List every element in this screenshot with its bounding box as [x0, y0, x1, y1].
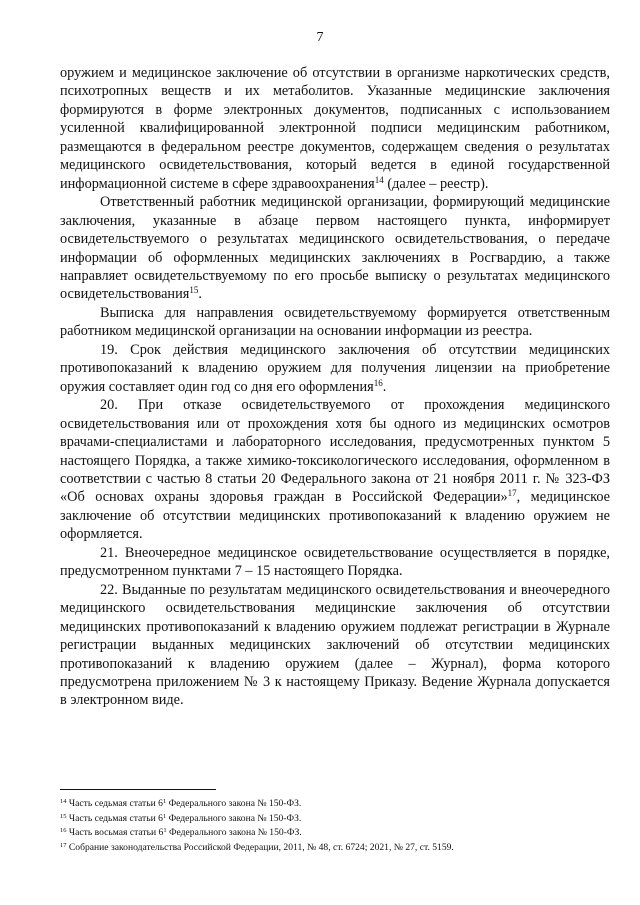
- footnote-ref-14: 14: [374, 174, 384, 185]
- paragraph-item-22: [60, 581, 610, 710]
- text-segment: Выписка для направления освидетельствуемому формируется ответственным работником медицинской организации на основании информации из реестра.: [60, 304, 610, 340]
- footnote-text: Федерального закона № 150-ФЗ.: [166, 798, 302, 809]
- footnote-ref-16: 16: [373, 377, 383, 388]
- text-segment: .: [198, 286, 202, 303]
- footnote-superscript: 1: [162, 798, 167, 805]
- footnote-superscript: 1: [163, 827, 167, 834]
- paragraph-extract: [60, 304, 610, 341]
- footnote-text: Часть седьмая статьи 6: [68, 798, 163, 809]
- text-segment: 20. При отказе освидетельствуемого от прохождения медицинского освидетельствования или от прохождения хотя бы одного из медицинских осмотров врачами-специалистами и лабораторного исследования, предусмотренных пунктом 5 настоящего Порядка, а также химико-токсикологического исследования, оформленном в соответствии с частью 8 статьи 20 Федерального закона от 21 ноября 2011 г. № 323-ФЗ «Об основах охраны здоровья граждан в Российской Федерации»: [60, 397, 610, 506]
- paragraph-continuation: [60, 64, 610, 193]
- footnote-superscript: 1: [162, 812, 167, 820]
- footnote-text: Федерального закона № 150-ФЗ.: [166, 812, 302, 824]
- footnote-separator: [60, 789, 216, 790]
- footnote-mark: 15: [60, 812, 67, 820]
- text-segment: 21. Внеочередное медицинское освидетельствование осуществляется в порядке, предусмотренном пунктами 7 – 15 настоящего Порядка.: [60, 544, 610, 580]
- text-segment: 22. Выданные по результатам медицинского освидетельствования и внеочередного медицинского освидетельствования медицинские заключения об отсутствии медицинских противопоказаний к владению оружием подлежат регистрации в Журнале регистрации выданных медицинских заключений об отсутствии медицинских противопоказаний к владению оружием (далее – Журнал), форма которого предусмотрена приложением № 3 к настоящему Приказу. Ведение Журнала допускается в электронном виде.: [60, 581, 610, 709]
- footnote-ref-17: 17: [507, 488, 517, 499]
- footnote-text: Часть восьмая статьи 6: [68, 827, 164, 838]
- paragraph-item-20: [60, 396, 610, 544]
- footnote-mark: 14: [60, 798, 67, 805]
- footnote-text: Собрание законодательства Российской Федерации, 2011, № 48, ст. 6724; 2021, № 27, ст. 5159.: [68, 841, 454, 853]
- footnote-16: [60, 826, 610, 841]
- document-body: [60, 64, 610, 710]
- footnote-17: [60, 841, 610, 856]
- paragraph-responsible-worker: [60, 193, 610, 304]
- footnote-text: Часть седьмая статьи 6: [68, 812, 163, 824]
- text-segment: , медицинское заключение об отсутствии медицинских противопоказаний к владению оружием не оформляется.: [60, 489, 610, 543]
- footnote-15: [60, 812, 610, 827]
- page-number: 7: [316, 30, 324, 45]
- text-segment: 19. Срок действия медицинского заключения об отсутствии медицинских противопоказаний к владению оружием для получения лицензии на приобретение оружия составляет один год со дня его оформления: [60, 341, 610, 395]
- footnote-mark: 16: [60, 827, 67, 834]
- footnotes: [60, 797, 610, 855]
- footnote-ref-15: 15: [189, 285, 199, 296]
- footnote-14: [60, 797, 610, 812]
- footnote-text: Федерального закона № 150-ФЗ.: [166, 827, 302, 838]
- footnote-mark: 17: [60, 841, 67, 849]
- paragraph-item-19: [60, 341, 610, 396]
- text-segment: .: [382, 378, 387, 395]
- paragraph-item-21: [60, 544, 610, 581]
- text-segment: (далее – реестр).: [383, 175, 489, 192]
- text-segment: Ответственный работник медицинской организации, формирующий медицинские заключения, указанные в абзаце первом настоящего пункта, информирует освидетельствуемого о результатах медицинского освидетельствования, о передаче информации об оформленных медицинских заключениях в Росгвардию, а также направляет освидетельствуемому по его просьбе выписку о результатах медицинского освидетельствования: [60, 194, 610, 303]
- text-segment: оружием и медицинское заключение об отсутствии в организме наркотических средств, психотропных веществ и их метаболитов. Указанные медицинские заключения формируются в форме электронных документов, подписанных с использованием усиленной квалифицированной электронной подписи медицинским работником, размещаются в федеральном реестре документов, содержащем сведения о результатах медицинского освидетельствования, который ведется в единой государственной информационной системе в сфере здравоохранения: [60, 65, 610, 192]
